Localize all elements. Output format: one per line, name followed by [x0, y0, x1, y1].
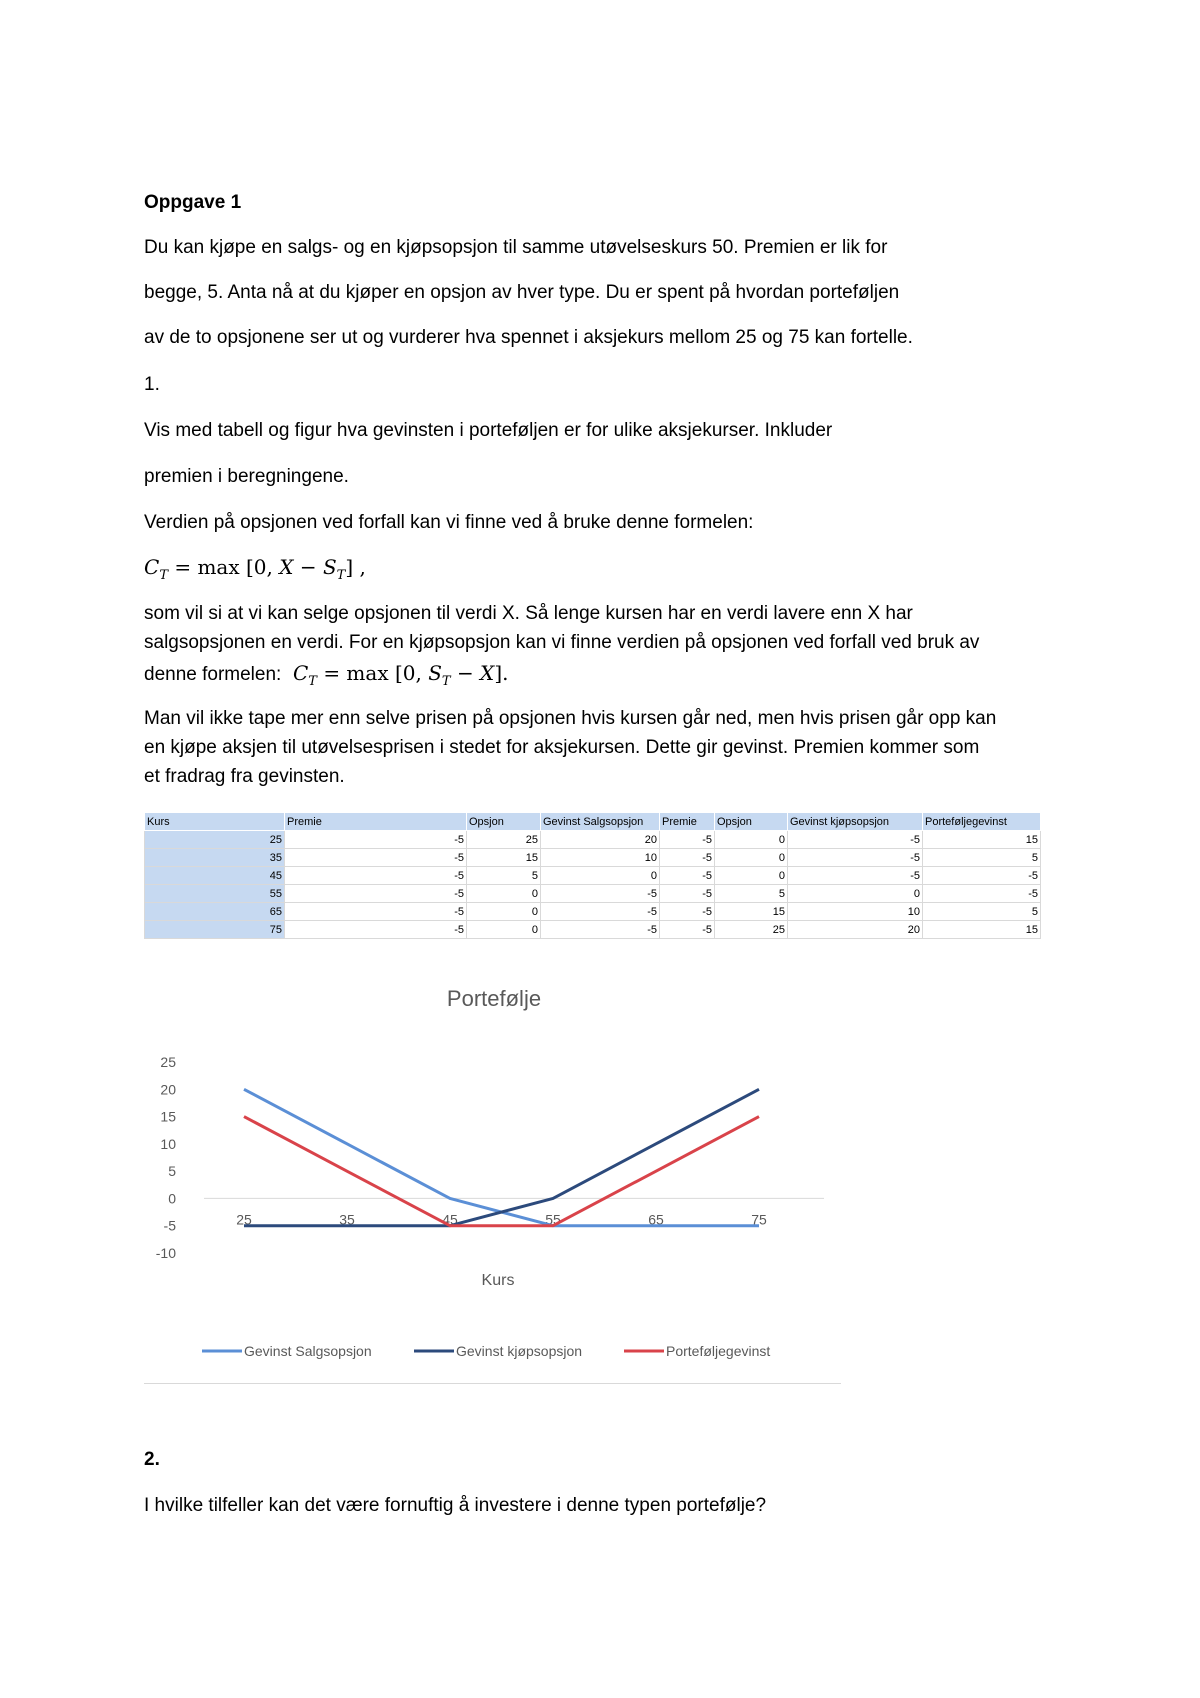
table-cell: 0 — [467, 885, 541, 903]
table-cell: -5 — [660, 903, 715, 921]
y-tick-label: 25 — [160, 1054, 176, 1070]
table-header-row — [145, 813, 1041, 831]
table-cell: -5 — [285, 903, 467, 921]
table-cell: -5 — [541, 885, 660, 903]
x-tick-label: 65 — [648, 1211, 664, 1228]
table-cell: 25 — [467, 831, 541, 849]
para-line-2: en kjøpe aksjen til utøvelsesprisen i stedet for aksjekursen. Dette gir gevinst. Premien kommer som — [144, 737, 980, 758]
explain-line-3 — [144, 661, 508, 689]
legend-label: Gevinst Salgsopsjon — [244, 1343, 372, 1359]
table-cell: -5 — [660, 849, 715, 867]
table-row — [145, 903, 1041, 921]
table-cell: 15 — [715, 903, 788, 921]
x-tick-label: 35 — [339, 1211, 355, 1228]
put-formula: $C_T = \max [0$, $X - S_T$] , — [144, 555, 366, 583]
chart-bottom-rule — [144, 1383, 841, 1384]
table-header-cell: Opsjon — [715, 813, 788, 831]
question-1-line-1: Vis med tabell og figur hva gevinsten i porteføljen er for ulike aksjekurser. Inkluder — [144, 420, 833, 441]
series-line-2 — [244, 1117, 759, 1226]
table-cell: 5 — [923, 849, 1041, 867]
table-cell: -5 — [285, 921, 467, 939]
table-header-cell: Opsjon — [467, 813, 541, 831]
y-tick-label: 5 — [168, 1163, 176, 1180]
table-header-cell: Premie — [285, 813, 467, 831]
table-cell: -5 — [660, 831, 715, 849]
table-cell: -5 — [285, 885, 467, 903]
kurs-cell-value: 55 — [145, 885, 285, 903]
x-axis-label: Kurs — [481, 1272, 515, 1289]
table-row — [145, 849, 1041, 867]
intro-line-1: Du kan kjøpe en salgs- og en kjøpsopsjon til samme utøvelseskurs 50. Premien er lik for — [144, 237, 888, 258]
table-row — [145, 831, 1041, 849]
x-tick-label: 45 — [442, 1211, 458, 1228]
table-row — [145, 921, 1041, 939]
table-cell: 20 — [788, 921, 923, 939]
table-cell: -5 — [788, 867, 923, 885]
table-cell: 0 — [467, 921, 541, 939]
legend-label: Porteføljegevinst — [666, 1343, 771, 1359]
x-tick-label: 75 — [751, 1211, 767, 1228]
table-cell: -5 — [285, 849, 467, 867]
table-row — [145, 885, 1041, 903]
question-1-line-2: premien i beregningene. — [144, 466, 349, 487]
table-row — [145, 867, 1041, 885]
table-cell: 10 — [541, 849, 660, 867]
heading: Oppgave 1 — [144, 192, 242, 213]
y-tick-label: -10 — [155, 1245, 176, 1261]
intro-line-3: av de to opsjonene ser ut og vurderer hva spennet i aksjekurs mellom 25 og 75 kan fortelle. — [144, 327, 913, 348]
x-tick-label: 25 — [236, 1211, 252, 1228]
table-cell: 15 — [467, 849, 541, 867]
question-1-number: 1. — [144, 374, 160, 395]
y-tick-label: -5 — [163, 1217, 176, 1234]
question-2-text: I hvilke tilfeller kan det være fornuftig å investere i denne typen portefølje? — [144, 1495, 767, 1516]
table-cell: -5 — [788, 831, 923, 849]
table-cell: 0 — [788, 885, 923, 903]
table-cell: -5 — [541, 921, 660, 939]
y-tick-label: 0 — [168, 1190, 176, 1207]
table-header-cell: Gevinst Salgsopsjon — [541, 813, 660, 831]
explain-line-3-text: denne formelen: — [144, 664, 282, 685]
question-2-number: 2. — [144, 1449, 160, 1470]
y-tick-label: 20 — [160, 1081, 176, 1098]
kurs-cell-value: 25 — [145, 831, 285, 849]
table-cell: -5 — [285, 831, 467, 849]
table-cell: 0 — [715, 831, 788, 849]
formula-intro: Verdien på opsjonen ved forfall kan vi finne ved å bruke denne formelen: — [144, 512, 754, 533]
table-cell: 0 — [541, 867, 660, 885]
y-tick-label: 15 — [160, 1108, 176, 1125]
payoff-table — [144, 812, 1041, 939]
table-cell: 25 — [715, 921, 788, 939]
table-cell: 0 — [715, 849, 788, 867]
table-header-cell: Kurs — [145, 813, 285, 831]
x-tick-label: 55 — [545, 1211, 561, 1228]
kurs-cell-value: 35 — [145, 849, 285, 867]
explain-line-1: som vil si at vi kan selge opsjonen til verdi X. Så lenge kursen har en verdi lavere enn X har — [144, 603, 913, 624]
intro-line-2: begge, 5. Anta nå at du kjøper en opsjon av hver type. Du er spent på hvordan porteføljen — [144, 282, 900, 303]
portfolio-chart — [144, 960, 844, 1380]
y-tick-label: 10 — [160, 1135, 176, 1152]
table-cell: 0 — [715, 867, 788, 885]
call-formula: $C_T = \max [0$, $S_T - X$]. — [286, 661, 509, 689]
table-cell: -5 — [923, 867, 1041, 885]
table-cell: 15 — [923, 921, 1041, 939]
table-cell: 5 — [923, 903, 1041, 921]
kurs-cell-value: 65 — [145, 903, 285, 921]
legend-label: Gevinst kjøpsopsjon — [456, 1343, 583, 1359]
table-header-cell: Gevinst kjøpsopsjon — [788, 813, 923, 831]
table-cell: 5 — [467, 867, 541, 885]
table-cell: 10 — [788, 903, 923, 921]
table-cell: -5 — [923, 885, 1041, 903]
kurs-cell-value: 75 — [145, 921, 285, 939]
para-line-3: et fradrag fra gevinsten. — [144, 766, 345, 787]
table-header-cell: Premie — [660, 813, 715, 831]
table-cell: 0 — [467, 903, 541, 921]
table-cell: -5 — [285, 867, 467, 885]
table-cell: 5 — [715, 885, 788, 903]
para-line-1: Man vil ikke tape mer enn selve prisen på opsjonen hvis kursen går ned, men hvis prisen går opp kan — [144, 708, 997, 729]
kurs-cell-value: 45 — [145, 867, 285, 885]
chart-title: Portefølje — [446, 986, 542, 1011]
table-cell: 20 — [541, 831, 660, 849]
table-cell: -5 — [660, 867, 715, 885]
explain-line-2: salgsopsjonen en verdi. For en kjøpsopsjon kan vi finne verdien på opsjonen ved forfall ved bruk av — [144, 632, 980, 653]
table-header-cell: Porteføljegevinst — [923, 813, 1041, 831]
table-cell: -5 — [541, 903, 660, 921]
table-cell: -5 — [660, 921, 715, 939]
table-cell: -5 — [660, 885, 715, 903]
table-cell: 15 — [923, 831, 1041, 849]
table-cell: -5 — [788, 849, 923, 867]
